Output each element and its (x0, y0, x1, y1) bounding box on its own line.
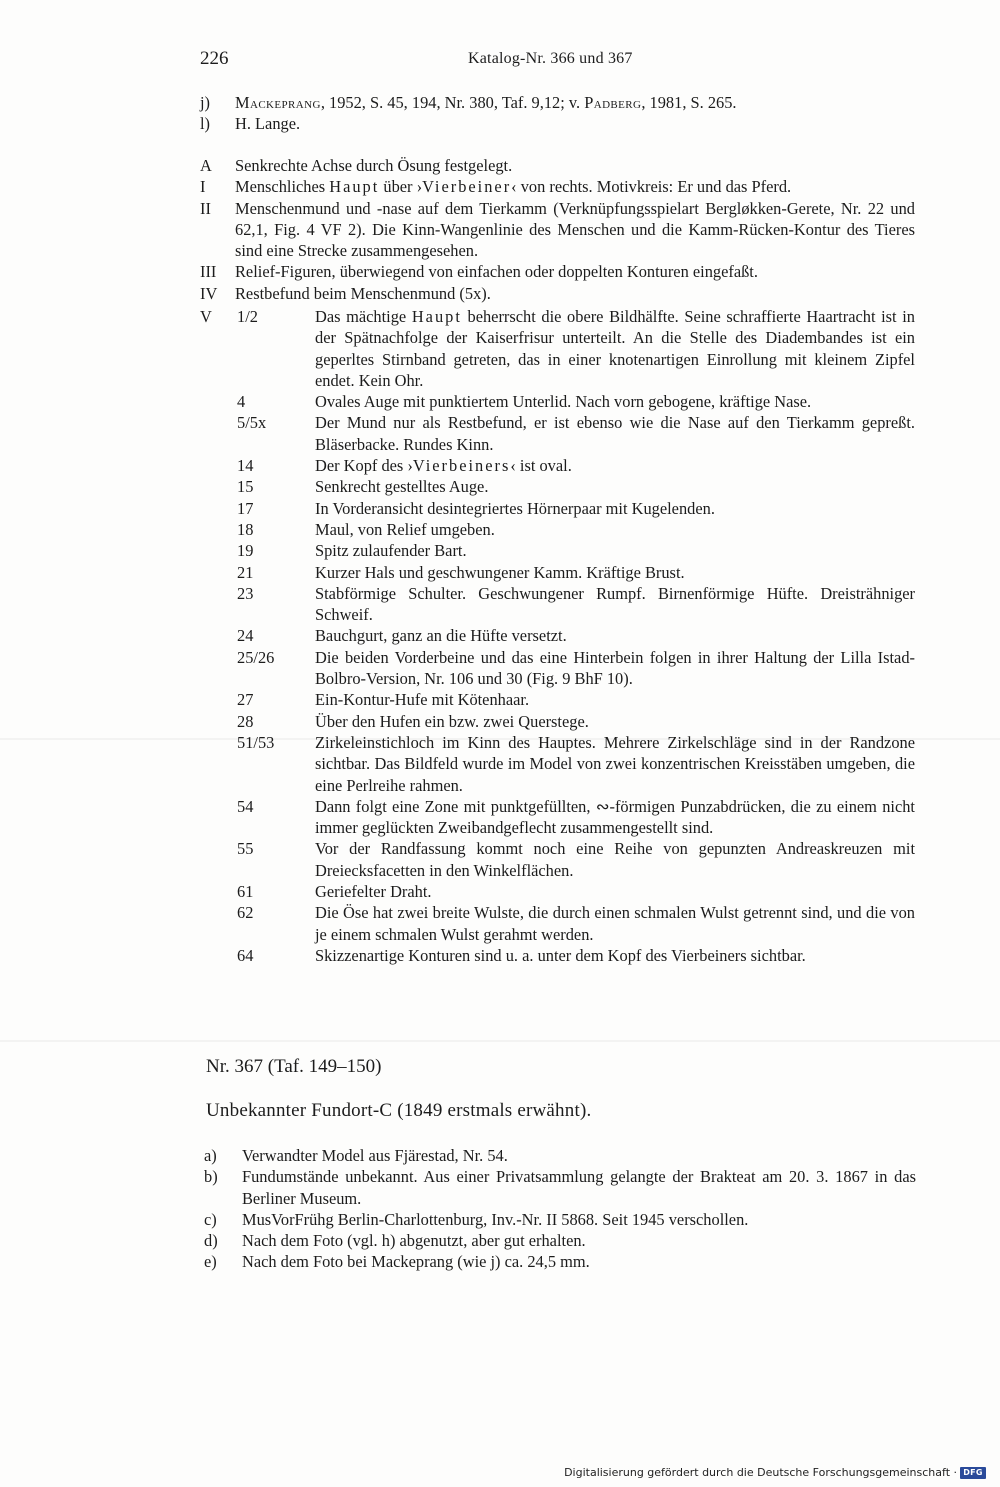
code-letter: II (200, 198, 211, 218)
detail-text: Bauchgurt, ganz an die Hüfte versetzt. (315, 626, 567, 646)
reference-item (200, 92, 920, 113)
detail-number: 62 (237, 903, 254, 923)
list-letter: a) (204, 1146, 217, 1165)
detail-text: Ein-Kontur-Hufe mit Kötenhaar. (315, 690, 530, 710)
detail-text: Skizzenartige Konturen sind u. a. unter dem Kopf des Vierbeiners sichtbar. (315, 945, 806, 965)
detail-number: 64 (237, 945, 254, 965)
detail-text: Spitz zulaufender Bart. (315, 541, 467, 561)
code-text: Restbefund beim Menschenmund (5x). (235, 283, 491, 303)
code-item (200, 283, 915, 304)
list-text: Verwandter Model aus Fjärestad, Nr. 54. (242, 1146, 508, 1165)
reference-list (200, 92, 920, 134)
detail-item (200, 945, 915, 966)
code-text: Senkrechte Achse durch Ösung festgelegt. (235, 156, 513, 175)
detail-number: 55 (237, 839, 254, 859)
detail-number: 14 (237, 456, 254, 476)
detail-text: Der Kopf des ›Vierbeiners‹ ist oval. (315, 456, 572, 476)
reference-letter: j) (200, 93, 211, 112)
detail-number: 24 (237, 626, 254, 646)
detail-item (200, 562, 915, 583)
detail-item (200, 391, 915, 412)
running-head: Katalog-Nr. 366 und 367 (468, 50, 633, 67)
reference-text: H. Lange. (235, 114, 301, 133)
list-letter: b) (204, 1167, 218, 1187)
detail-number: 54 (237, 796, 254, 816)
list-letter: c) (204, 1209, 217, 1229)
page-header (200, 48, 920, 74)
list-item (204, 1145, 916, 1166)
code-letter: A (200, 156, 212, 175)
detail-item (200, 412, 915, 455)
detail-text: Maul, von Relief umgeben. (315, 519, 495, 539)
detail-text: Der Mund nur als Restbefund, er ist ebenso wie die Nase auf den Tierkamm gepreßt. Bläserbacke. Rundes Kinn. (315, 413, 915, 454)
list-item (204, 1166, 916, 1209)
detail-number: 5/5x (237, 413, 267, 433)
detail-item (200, 476, 915, 497)
detail-text: Geriefelter Draht. (315, 882, 432, 902)
list-item (204, 1251, 916, 1272)
detail-item (200, 625, 915, 646)
detail-text: Das mächtige Haupt beherrscht die obere Bildhälfte. Seine schraffierte Haartracht ist in der Spätnachfolge der Kaiserfrisur unterteilt. An die Stelle des Diadembandes ist ein geperltes Stirnband getreten, das in einer knotenartigen Einrollung mit kleinem Zipfel endet. Kein Ohr. (315, 307, 915, 390)
detail-number: 25/26 (237, 647, 275, 667)
detail-number: 61 (237, 882, 254, 902)
reference-text: Mackeprang, 1952, S. 45, 194, Nr. 380, Taf. 9,12; v. Padberg, 1981, S. 265. (235, 93, 737, 112)
detail-number: 27 (237, 690, 254, 710)
detail-text: Stabförmige Schulter. Geschwungener Rumpf. Birnenförmige Hüfte. Dreisträhniger Schweif. (315, 583, 915, 625)
page-number: 226 (200, 48, 229, 69)
detail-item (200, 902, 915, 945)
detail-item (200, 732, 915, 796)
detail-item (200, 647, 915, 690)
code-text: Menschliches Haupt über ›Vierbeiner‹ von rechts. Motivkreis: Er und das Pferd. (235, 177, 792, 197)
scan-artifact (0, 1040, 1000, 1042)
detail-text: Über den Hufen ein bzw. zwei Querstege. (315, 711, 589, 731)
reference-item (200, 113, 920, 134)
detail-item (200, 838, 915, 881)
detail-item (200, 498, 915, 519)
code-letter: I (200, 177, 206, 197)
detail-number: 18 (237, 519, 254, 539)
detail-section (200, 306, 915, 966)
detail-text: Dann folgt eine Zone mit punktgefüllten, ∾-förmigen Punzabdrücken, die zu einem nicht immer geglückten Zweibandgeflecht zusammengestellt sind. (315, 796, 915, 838)
detail-item (200, 306, 915, 391)
detail-text: Kurzer Hals und geschwungener Kamm. Kräftige Brust. (315, 562, 685, 582)
detail-number: 1/2 (237, 307, 258, 326)
detail-number: 15 (237, 477, 254, 497)
list-text: MusVorFrühg Berlin-Charlottenburg, Inv.-Nr. II 5868. Seit 1945 verschollen. (242, 1209, 749, 1229)
detail-number: 17 (237, 498, 254, 518)
list-letter: d) (204, 1231, 218, 1251)
list-item (204, 1209, 916, 1230)
digitization-footer (564, 1466, 986, 1479)
reference-letter: l) (200, 114, 211, 133)
detail-item (200, 540, 915, 561)
code-letter: IV (200, 283, 218, 303)
list-letter: e) (204, 1252, 217, 1272)
detail-number: 28 (237, 711, 254, 731)
code-letter: III (200, 262, 217, 282)
detail-item (200, 519, 915, 540)
detail-number: 51/53 (237, 732, 275, 752)
entry-title: Nr. 367 (Taf. 149–150) (206, 1056, 382, 1077)
detail-number: 23 (237, 583, 254, 603)
detail-text: Die Öse hat zwei breite Wulste, die durch einen schmalen Wulst getrennt sind, und die von je einem schmalen Wulst gerahmt werden. (315, 903, 915, 944)
entry-list (204, 1145, 916, 1273)
detail-item (200, 796, 915, 839)
code-item (200, 155, 915, 176)
code-item (200, 198, 915, 262)
code-section (200, 155, 915, 304)
code-text: Menschenmund und -nase auf dem Tierkamm (Verknüpfungsspielart Bergløkken-Gerete, Nr. 22 und 62,1, Fig. 4 VF 2). Die Kinn-Wangenlinie des Menschen und die Kamm-Rücken-Kontur des Tieres sind eine Strecke zusammengesehen. (235, 198, 915, 261)
detail-text: Zirkeleinstichloch im Kinn des Hauptes. Mehrere Zirkelschläge sind in der Randzone sichtbar. Das Bildfeld wurde im Model von zwei konzentrischen Kreisstäben umgeben, die eine Perlreihe rahmen. (315, 732, 915, 795)
detail-item (200, 455, 915, 476)
dfg-logo-icon: DFG (960, 1467, 986, 1479)
detail-item (200, 583, 915, 626)
list-text: Fundumstände unbekannt. Aus einer Privatsammlung gelangte der Brakteat am 20. 3. 1867 in das Berliner Museum. (242, 1167, 916, 1208)
list-text: Nach dem Foto bei Mackeprang (wie j) ca. 24,5 mm. (242, 1252, 590, 1272)
detail-text: Vor der Randfassung kommt noch eine Reihe von gepunzten Andreaskreuzen mit Dreiecksfacetten in den Winkelflächen. (315, 839, 915, 880)
list-text: Nach dem Foto (vgl. h) abgenutzt, aber gut erhalten. (242, 1231, 586, 1251)
detail-text: Ovales Auge mit punktiertem Unterlid. Nach vorn gebogene, kräftige Nase. (315, 392, 812, 412)
footer-text: Digitalisierung gefördert durch die Deutsche Forschungsgemeinschaft · (564, 1466, 957, 1479)
code-text: Relief-Figuren, überwiegend von einfachen oder doppelten Konturen eingefaßt. (235, 262, 758, 282)
detail-number: 19 (237, 541, 254, 561)
code-item (200, 176, 915, 197)
detail-number: 21 (237, 562, 254, 582)
detail-item (200, 711, 915, 732)
list-item (204, 1230, 916, 1251)
detail-item (200, 881, 915, 902)
detail-text: Senkrecht gestelltes Auge. (315, 477, 489, 497)
detail-item (200, 689, 915, 710)
detail-text: Die beiden Vorderbeine und das eine Hinterbein folgen in ihrer Haltung der Lilla Istad-Bolbro-Version, Nr. 106 und 30 (Fig. 9 BhF 10). (315, 647, 915, 689)
entry-subtitle: Unbekannter Fundort-C (1849 erstmals erwähnt). (206, 1100, 592, 1121)
detail-text: In Vorderansicht desintegriertes Hörnerpaar mit Kugelenden. (315, 498, 715, 518)
code-item (200, 261, 915, 282)
detail-number: 4 (237, 392, 246, 412)
section-label: V (200, 307, 212, 326)
